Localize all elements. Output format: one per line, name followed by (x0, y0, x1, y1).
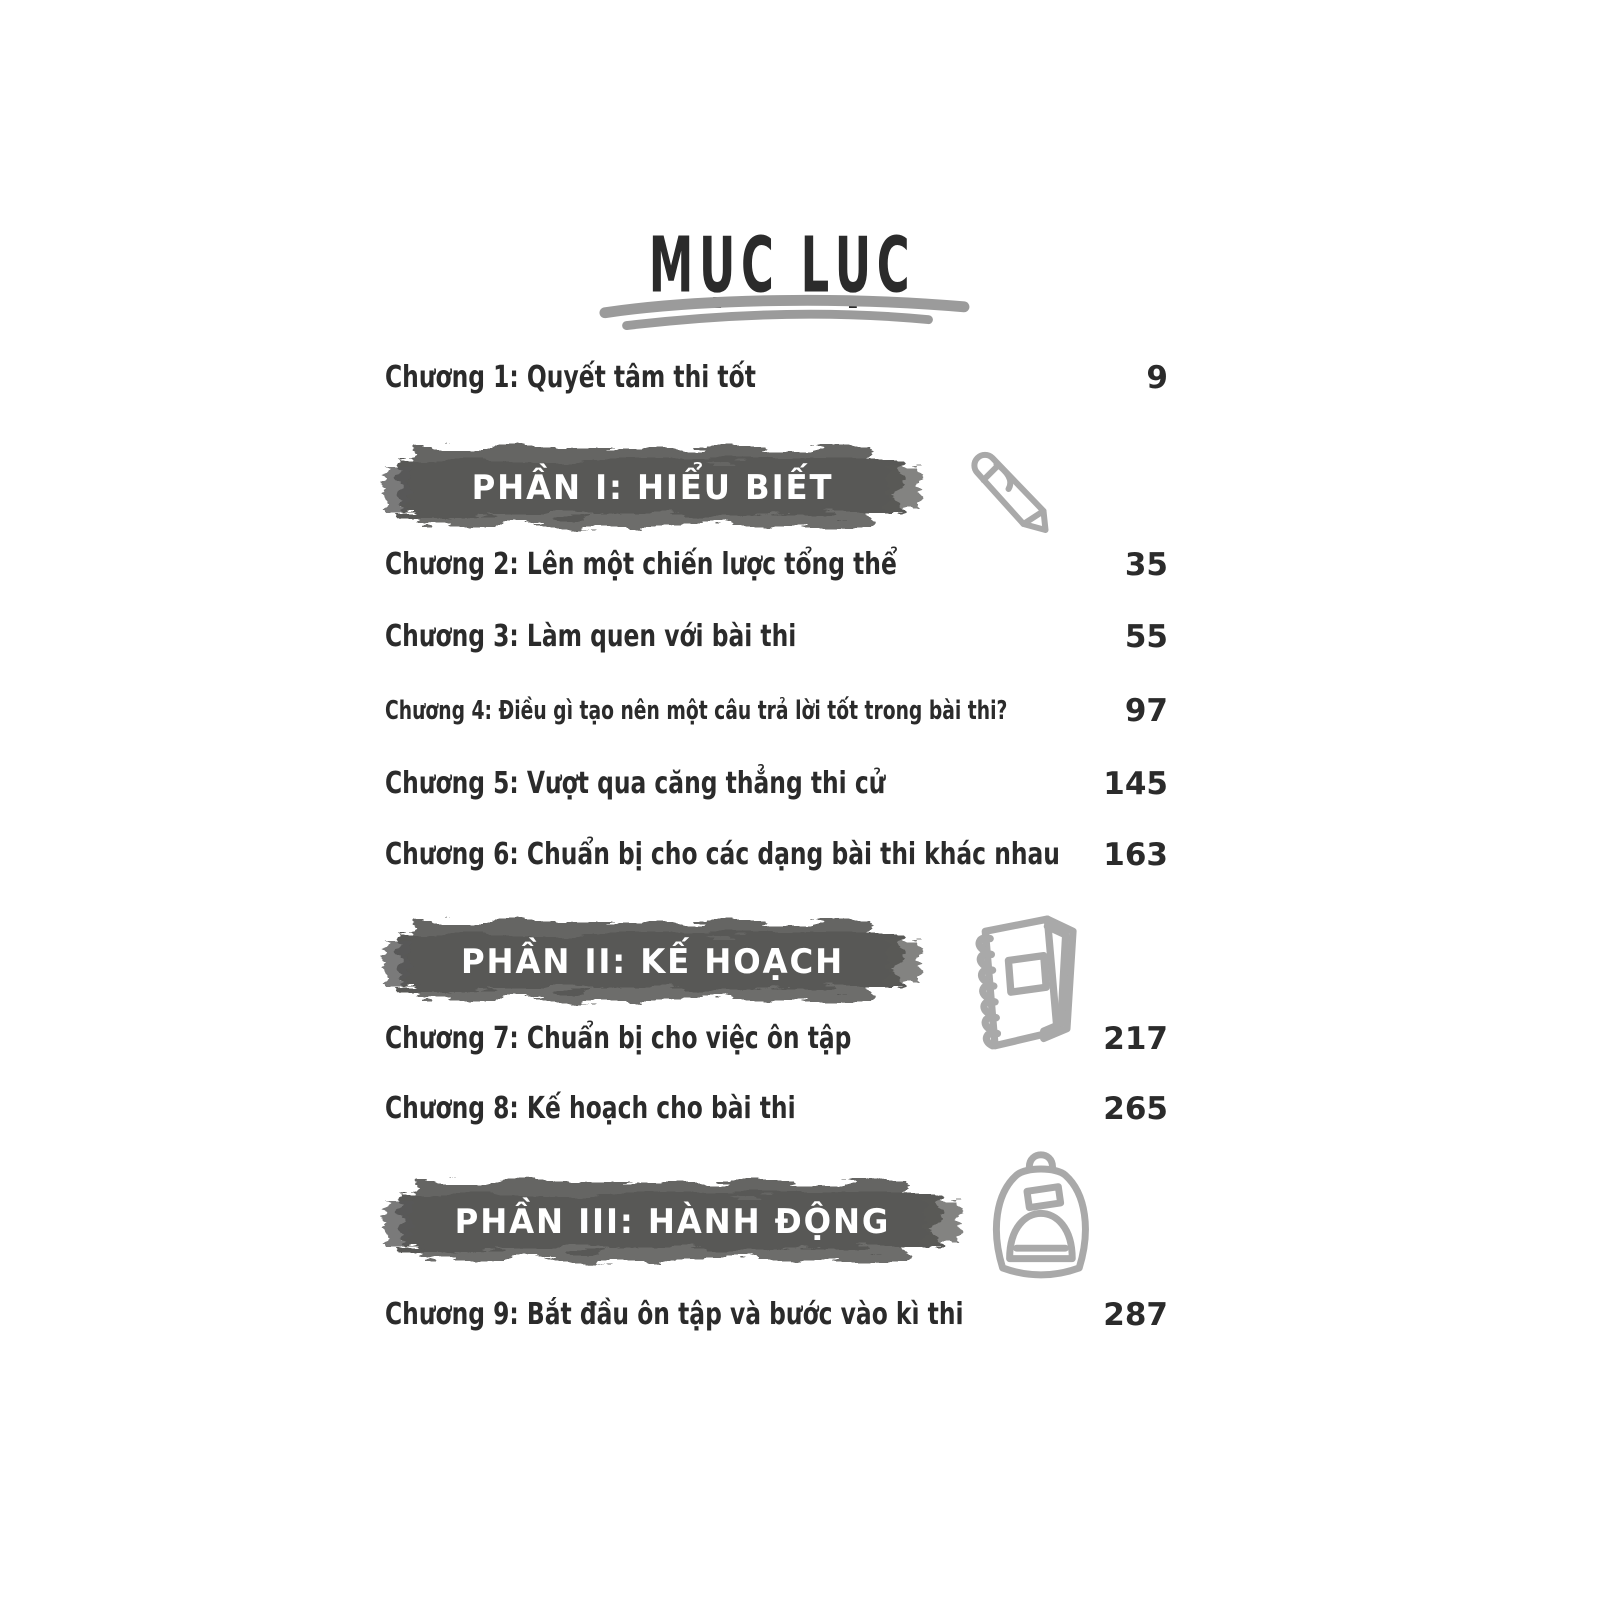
page-number: 35 (1124, 547, 1168, 583)
toc-row (385, 1297, 1168, 1343)
part-banner (380, 438, 925, 538)
chapter-label: Chương 9: Bắt đầu ôn tập và bước vào kì thi (385, 1297, 964, 1332)
chapter-label: Chương 4: Điều gì tạo nên một câu trả lời tốt trong bài thi? (385, 696, 1008, 726)
chapter-label: Chương 5: Vượt qua căng thẳng thi cử (385, 766, 886, 801)
toc-row (385, 1091, 1168, 1137)
part-banner (380, 1172, 965, 1272)
toc-row (385, 547, 1168, 593)
toc-row (385, 619, 1168, 665)
page-number: 287 (1103, 1297, 1168, 1333)
page-title: MỤC LỤC (648, 222, 916, 311)
page-number: 265 (1103, 1091, 1168, 1127)
toc-row (385, 693, 1168, 742)
pen-icon (955, 440, 1070, 550)
backpack-icon (974, 1138, 1109, 1283)
page-number: 217 (1103, 1021, 1168, 1057)
chapter-label: Chương 2: Lên một chiến lược tổng thể (385, 547, 897, 582)
part-banner-label: PHẦN III: HÀNH ĐỘNG (454, 1202, 891, 1242)
chapter-label: Chương 7: Chuẩn bị cho việc ôn tập (385, 1021, 852, 1056)
part-banner-label: PHẦN I: HIỂU BIẾT (471, 468, 834, 508)
page-number: 55 (1124, 619, 1168, 655)
chapter-label: Chương 6: Chuẩn bị cho các dạng bài thi khác nhau (385, 837, 1060, 872)
page-number: 9 (1146, 360, 1168, 396)
title-underline-stroke (597, 293, 972, 335)
page-number: 97 (1124, 693, 1168, 729)
chapter-label: Chương 3: Làm quen với bài thi (385, 619, 797, 654)
part-banner-label: PHẦN II: KẾ HOẠCH (460, 942, 845, 982)
toc-row (385, 360, 1168, 406)
toc-row (385, 766, 1168, 812)
page-number: 145 (1103, 766, 1168, 802)
part-banner (380, 912, 925, 1012)
toc-row (385, 1021, 1168, 1067)
page-number: 163 (1103, 837, 1168, 873)
chapter-label: Chương 1: Quyết tâm thi tốt (385, 360, 756, 395)
toc-row (385, 837, 1168, 883)
chapter-label: Chương 8: Kế hoạch cho bài thi (385, 1091, 796, 1126)
